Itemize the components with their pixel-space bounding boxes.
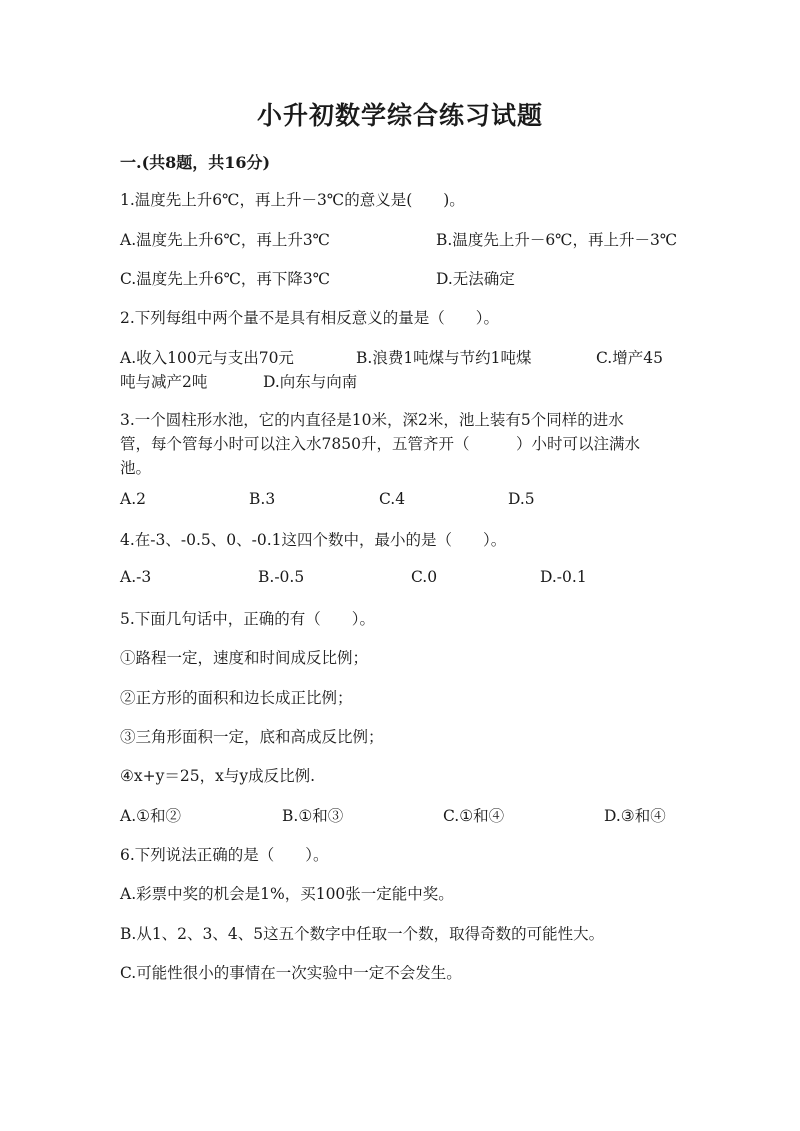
question-6-option-c: C.可能性很小的事情在一次实验中一定不会发生。 — [120, 964, 462, 982]
question-5-option-c: C.①和④ — [443, 807, 505, 825]
question-5-statement-3: ③三角形面积一定，底和高成反比例； — [120, 728, 384, 746]
question-3-stem-line-3: 池。 — [120, 459, 152, 477]
question-2-stem: 2.下列每组中两个量不是具有相反意义的量是（ ）。 — [120, 309, 500, 327]
question-6-stem: 6.下列说法正确的是（ ）。 — [120, 846, 329, 864]
question-3-option-b: B.3 — [249, 490, 276, 508]
question-5-statement-2: ②正方形的面积和边长成正比例； — [120, 689, 353, 707]
question-1-option-a: A.温度先上升6℃，再上升3℃ — [120, 231, 331, 249]
question-3-stem-line-1: 3.一个圆柱形水池，它的内直径是10米，深2米，池上装有5个同样的进水 — [120, 411, 624, 429]
question-1-option-b: B.温度先上升－6℃，再上升－3℃ — [436, 231, 678, 249]
question-5-option-d: D.③和④ — [604, 807, 666, 825]
question-2-option-c: C.增产45 — [596, 349, 663, 367]
question-4-stem: 4.在-3、-0.5、0、-0.1这四个数中，最小的是（ ）。 — [120, 531, 507, 549]
question-2-option-a: A.收入100元与支出70元 — [120, 349, 294, 367]
question-5-option-a: A.①和② — [120, 807, 182, 825]
question-3-option-c: C.4 — [379, 490, 406, 508]
question-5-statement-1: ①路程一定，速度和时间成反比例； — [120, 649, 369, 667]
section-heading: 一.(共8题，共16分) — [120, 153, 271, 172]
question-4-option-a: A.-3 — [120, 568, 152, 586]
question-5-option-b: B.①和③ — [282, 807, 344, 825]
question-6-option-a: A.彩票中奖的机会是1%，买100张一定能中奖。 — [120, 885, 454, 903]
page-title: 小升初数学综合练习试题 — [256, 101, 543, 130]
question-4-option-d: D.-0.1 — [540, 568, 587, 586]
question-4-option-b: B.-0.5 — [258, 568, 305, 586]
question-3-option-d: D.5 — [508, 490, 535, 508]
question-2-option-c-continued: 吨与减产2吨 — [120, 373, 208, 391]
question-1-option-c: C.温度先上升6℃，再下降3℃ — [120, 270, 331, 288]
question-1-option-d: D.无法确定 — [436, 270, 515, 288]
question-5-statement-4: ④x+y＝25，x与y成反比例. — [120, 767, 316, 785]
question-5-stem: 5.下面几句话中，正确的有（ ）。 — [120, 610, 376, 628]
question-2-option-b: B.浪费1吨煤与节约1吨煤 — [356, 349, 532, 367]
question-1-stem: 1.温度先上升6℃，再上升－3℃的意义是( )。 — [120, 191, 465, 209]
question-2-option-d: D.向东与向南 — [263, 373, 358, 391]
question-3-stem-line-2: 管，每个管每小时可以注入水7850升，五管齐开（ ）小时可以注满水 — [120, 435, 640, 453]
question-4-option-c: C.0 — [411, 568, 438, 586]
question-6-option-b: B.从1、2、3、4、5这五个数字中任取一个数，取得奇数的可能性大。 — [120, 925, 605, 943]
question-3-option-a: A.2 — [120, 490, 146, 508]
